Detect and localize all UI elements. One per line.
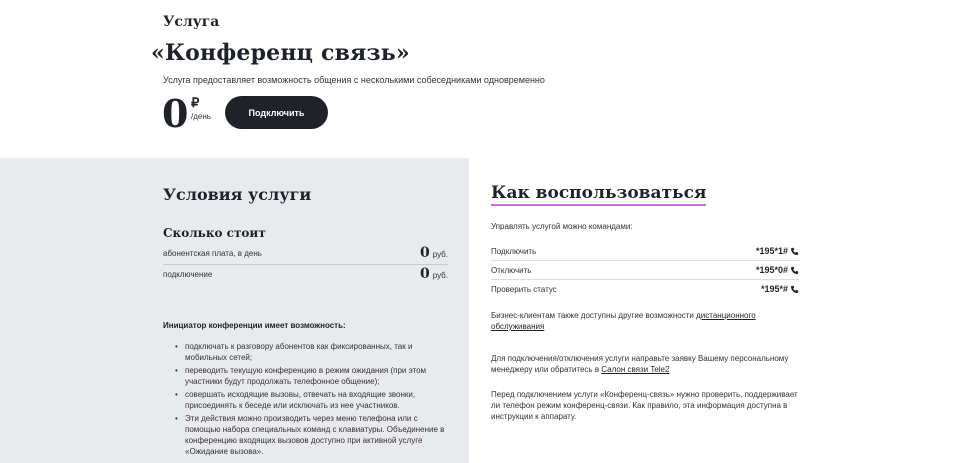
cost-row-subscription <box>163 245 448 265</box>
command-code[interactable] <box>756 246 799 256</box>
command-row-disable <box>491 261 799 280</box>
command-code-text: *195*0# <box>755 265 788 275</box>
phone-icon <box>790 285 799 294</box>
cost-value <box>420 266 448 282</box>
cost-value <box>420 245 448 261</box>
command-code[interactable] <box>756 265 799 275</box>
command-label: Отключить <box>491 266 532 275</box>
command-code[interactable] <box>761 284 799 294</box>
business-text: Бизнес-клиентам также доступны другие возможности <box>491 311 697 320</box>
salon-link[interactable]: Салон связи Tele2 <box>601 365 670 374</box>
how-to-title: Как воспользоваться <box>491 183 706 206</box>
initiator-title: Инициатор конференции имеет возможность: <box>163 321 346 330</box>
phone-icon <box>790 266 799 275</box>
business-paragraph <box>491 310 801 332</box>
price-value: 0 <box>162 91 189 136</box>
cost-row-connection <box>163 266 448 286</box>
conditions-title: Условия услуги <box>163 185 312 204</box>
phone-icon <box>790 247 799 256</box>
command-label: Проверить статус <box>491 285 557 294</box>
cost-amount: 0 <box>419 266 430 282</box>
list-item: • подключать к разговору абонентов как фиксированных, так и мобильных сетей; <box>175 341 445 363</box>
cost-unit: руб. <box>432 271 448 280</box>
command-code-text: *195*1# <box>755 246 788 256</box>
manager-text: Для подключения/отключения услуги направьте заявку Вашему персональному менеджеру или обратитесь в <box>491 354 789 374</box>
cost-title: Сколько стоит <box>163 226 266 240</box>
cost-amount: 0 <box>419 245 430 261</box>
cost-label: подключение <box>163 270 213 279</box>
check-paragraph: Перед подключением услуги «Конференц-связь» нужно проверить, поддерживает ли телефон режим конференц-связи. Как правило, эта информация доступна в инструкции к аппарату. <box>491 390 798 421</box>
command-label: Подключить <box>491 247 537 256</box>
cost-unit: руб. <box>432 250 448 259</box>
page-title: «Конференц связь» <box>151 40 410 66</box>
price-unit: /день <box>191 112 211 121</box>
command-code-text: *195*# <box>760 284 788 294</box>
command-row-enable <box>491 242 799 261</box>
manager-paragraph <box>491 353 801 375</box>
command-row-status <box>491 280 799 299</box>
list-item: • Эти действия можно производить через меню телефона или с помощью набора специальных команд с клавиатуры. Объединение в конференцию входящих вызовов доступно при активной услуге «Ожидание вызова». <box>175 413 445 457</box>
connect-button[interactable]: Подключить <box>225 96 328 129</box>
breadcrumb: Услуга <box>163 14 220 30</box>
price-currency: ₽ <box>191 95 200 110</box>
commands-intro: Управлять услугой можно командами: <box>491 222 633 231</box>
page-subtitle: Услуга предоставляет возможность общения с несколькими собеседниками одновременно <box>163 75 545 85</box>
cost-label: абонентская плата, в день <box>163 249 262 258</box>
remote-service-link[interactable]: дистанционного обслуживания <box>491 311 756 331</box>
list-item: • переводить текущую конференцию в режим ожидания (при этом участники будут продолжать телефонное общение); <box>175 365 445 387</box>
list-item: • совершать исходящие вызовы, отвечать на входящие звонки, присоединять к беседе или исключать из нее участников. <box>175 389 445 411</box>
initiator-list <box>175 341 445 459</box>
